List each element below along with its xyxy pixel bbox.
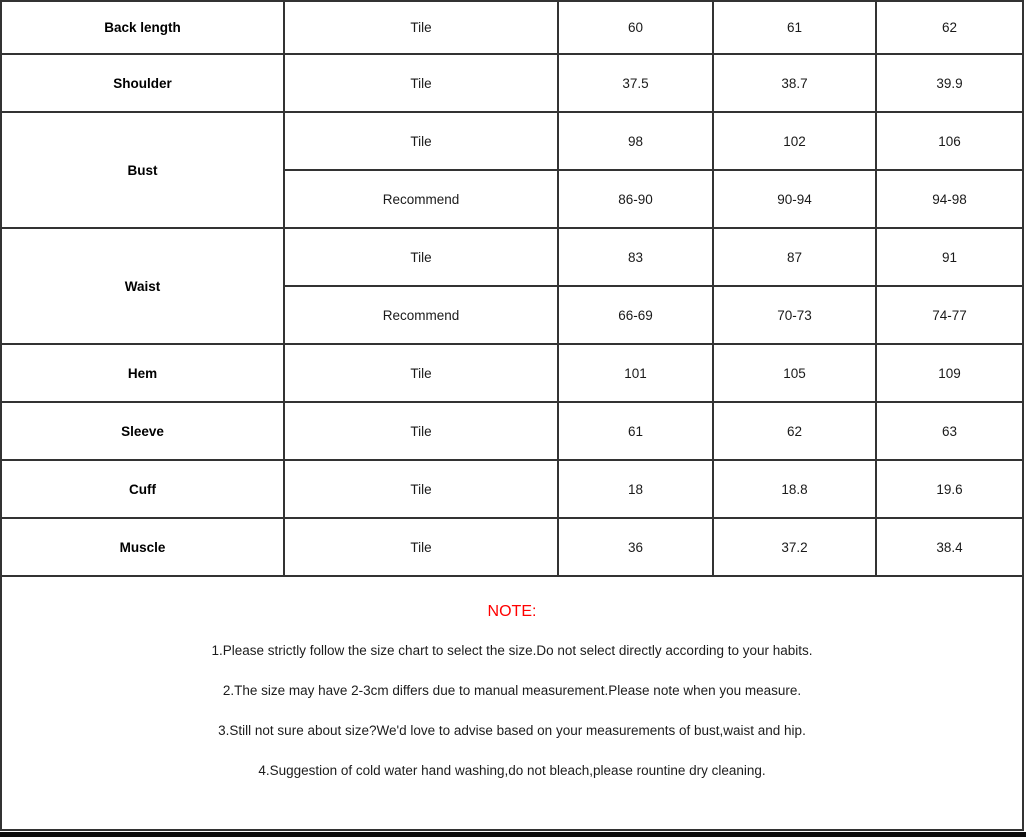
- note-title: NOTE:: [487, 603, 537, 620]
- size-value-cell: 61: [558, 402, 713, 460]
- measure-type-cell: Tile: [284, 402, 558, 460]
- size-value-cell: 74-77: [876, 286, 1023, 344]
- measure-type-cell: Tile: [284, 228, 558, 286]
- size-value-cell: 37.2: [713, 518, 876, 576]
- row-label-sleeve: Sleeve: [1, 402, 284, 460]
- table-row: [1, 402, 1023, 460]
- table-row: [1, 228, 1023, 286]
- note-item: 1.Please strictly follow the size chart to select the size.Do not select directly according to your habits.: [211, 643, 813, 658]
- size-value-cell: 38.4: [876, 518, 1023, 576]
- measure-type-cell: Tile: [284, 344, 558, 402]
- table-row: [1, 54, 1023, 112]
- size-value-cell: 66-69: [558, 286, 713, 344]
- size-value-cell: 60: [558, 1, 713, 54]
- table-row: [1, 344, 1023, 402]
- bottom-divider-bar: [0, 832, 1026, 837]
- size-value-cell: 101: [558, 344, 713, 402]
- size-value-cell: 18.8: [713, 460, 876, 518]
- row-label-hem: Hem: [1, 344, 284, 402]
- measure-type-cell: Tile: [284, 112, 558, 170]
- note-item: 2.The size may have 2-3cm differs due to manual measurement.Please note when you measure.: [222, 683, 802, 698]
- size-value-cell: 102: [713, 112, 876, 170]
- size-value-cell: 37.5: [558, 54, 713, 112]
- table-row: [1, 112, 1023, 170]
- size-value-cell: 86-90: [558, 170, 713, 228]
- size-value-cell: 19.6: [876, 460, 1023, 518]
- size-value-cell: 94-98: [876, 170, 1023, 228]
- measure-type-cell: Recommend: [284, 170, 558, 228]
- size-value-cell: 90-94: [713, 170, 876, 228]
- size-value-cell: 98: [558, 112, 713, 170]
- size-value-cell: 62: [876, 1, 1023, 54]
- row-label-shoulder: Shoulder: [1, 54, 284, 112]
- measure-type-cell: Tile: [284, 460, 558, 518]
- row-label-waist: Waist: [1, 228, 284, 344]
- table-row: [1, 518, 1023, 576]
- row-label-back-length: Back length: [1, 1, 284, 54]
- measure-type-cell: Tile: [284, 54, 558, 112]
- size-value-cell: 18: [558, 460, 713, 518]
- note-section: [1, 576, 1023, 830]
- size-value-cell: 109: [876, 344, 1023, 402]
- measure-type-cell: Tile: [284, 518, 558, 576]
- size-value-cell: 91: [876, 228, 1023, 286]
- measure-type-cell: Recommend: [284, 286, 558, 344]
- table-row: [1, 1, 1023, 54]
- note-row: [1, 576, 1023, 830]
- row-label-muscle: Muscle: [1, 518, 284, 576]
- note-item: 3.Still not sure about size?We'd love to advise based on your measurements of bust,waist and hip.: [218, 723, 806, 738]
- table-row: [1, 460, 1023, 518]
- size-value-cell: 106: [876, 112, 1023, 170]
- size-value-cell: 38.7: [713, 54, 876, 112]
- size-value-cell: 87: [713, 228, 876, 286]
- row-label-cuff: Cuff: [1, 460, 284, 518]
- size-value-cell: 105: [713, 344, 876, 402]
- note-item: 4.Suggestion of cold water hand washing,do not bleach,please rountine dry cleaning.: [258, 763, 766, 778]
- measure-type-cell: Tile: [284, 1, 558, 54]
- row-label-bust: Bust: [1, 112, 284, 228]
- size-value-cell: 39.9: [876, 54, 1023, 112]
- size-value-cell: 62: [713, 402, 876, 460]
- size-value-cell: 61: [713, 1, 876, 54]
- size-value-cell: 70-73: [713, 286, 876, 344]
- size-value-cell: 63: [876, 402, 1023, 460]
- size-value-cell: 83: [558, 228, 713, 286]
- size-value-cell: 36: [558, 518, 713, 576]
